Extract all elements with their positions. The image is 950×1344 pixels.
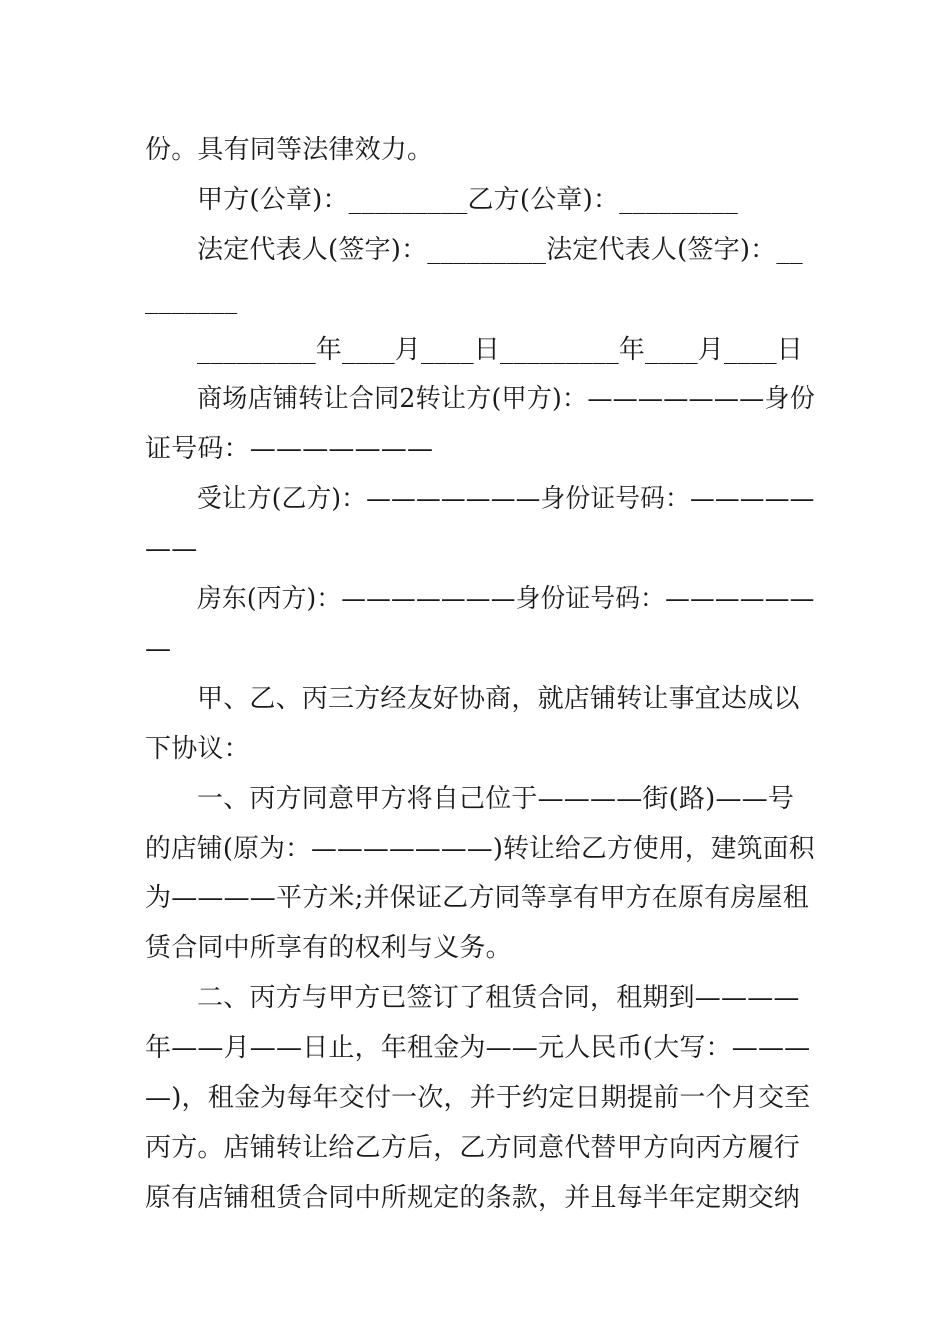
paragraph-line: 份。具有同等法律效力。 (145, 135, 434, 165)
paragraph-line: 商场店铺转让合同2转让方(甲方)：———————身份 (197, 384, 816, 414)
paragraph-line: _______ (145, 285, 238, 315)
paragraph-line: — (145, 634, 172, 664)
paragraph-line: 原有店铺租赁合同中所规定的条款，并且每半年定期交纳 (145, 1183, 801, 1213)
paragraph-line: 的店铺(原为：———————)转让给乙方使用，建筑面积 (145, 834, 815, 864)
paragraph-line: 年——月——日止，年租金为——元人民币(大写：——— (145, 1033, 811, 1063)
paragraph-line: —)，租金为每年交付一次，并于约定日期提前一个月交至 (145, 1083, 811, 1113)
paragraph-line: 甲方(公章)：_________乙方(公章)：_________ (197, 185, 738, 215)
paragraph-line: 房东(丙方)：———————身份证号码：—————— (197, 584, 815, 614)
paragraph-line: 法定代表人(签字)：_________法定代表人(签字)：__ (197, 235, 803, 265)
paragraph-line: _________年____月____日_________年____月____日 (197, 335, 803, 365)
paragraph-line: —— (145, 534, 198, 564)
paragraph-line: 赁合同中所享有的权利与义务。 (145, 933, 512, 963)
paragraph-line: 下协议： (145, 734, 250, 764)
paragraph-line: 二、丙方与甲方已签订了租赁合同，租期到———— (197, 983, 800, 1013)
paragraph-line: 甲、乙、丙三方经友好协商，就店铺转让事宜达成以 (197, 684, 800, 714)
paragraph-line: 受让方(乙方)：———————身份证号码：————— (197, 484, 815, 514)
paragraph-line: 一、丙方同意甲方将自己位于————街(路)——号 (197, 784, 795, 814)
paragraph-line: 为————平方米;并保证乙方同等享有甲方在原有房屋租 (145, 883, 809, 913)
paragraph-line: 丙方。店铺转让给乙方后，乙方同意代替甲方向丙方履行 (145, 1133, 801, 1163)
paragraph-line: 证号码：——————— (145, 434, 434, 464)
